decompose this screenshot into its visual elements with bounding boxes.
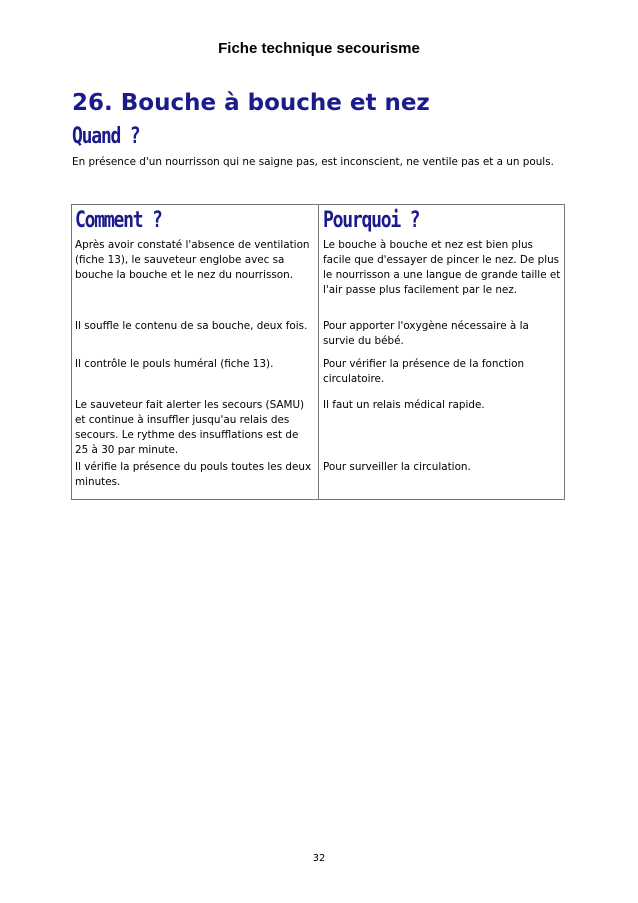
row-3-how: Il contrôle le pouls huméral (fiche 13). [75,358,274,370]
row-2-why: Pour apporter l'oxygène nécessaire à la survie du bébé. [323,320,529,347]
row-1-why: Le bouche à bouche et nez est bien plus facile que d'essayer de pincer le nez. De plus le nourrisson a une langue de grande taille et l'air passe plus facilement par le nez. [323,239,561,296]
row-1-how: Après avoir constaté l'absence de ventilation (fiche 13), le sauveteur englobe avec sa bouche la bouche et le nez du nourrisson. [75,239,310,281]
row-4-why: Il faut un relais médical rapide. [323,399,485,411]
column-divider [318,205,319,499]
page-number: 32 [312,853,326,864]
row-2-how: Il souffle le contenu de sa bouche, deux fois. [75,320,308,332]
procedure-table [71,204,565,500]
row-5-why: Pour surveiller la circulation. [323,461,471,473]
row-5-how: Il vérifie la présence du pouls toutes les deux minutes. [75,461,312,488]
why-column-header: Pourquoi ? [323,208,420,233]
how-column-header: Comment ? [75,208,162,233]
when-description: En présence d'un nourrisson qui ne saigne pas, est inconscient, ne ventile pas et a un pouls. [72,156,554,168]
document-header: Fiche technique secourisme [218,40,420,57]
row-4-how: Le sauveteur fait alerter les secours (SAMU) et continue à insuffler jusqu'au relais des secours. Le rythme des insufflations est de 25 à 30 par minute. [75,399,305,456]
when-heading: Quand ? [72,124,140,149]
page-title: 26. Bouche à bouche et nez [72,90,430,116]
row-3-why: Pour vérifier la présence de la fonction circulatoire. [323,358,525,385]
